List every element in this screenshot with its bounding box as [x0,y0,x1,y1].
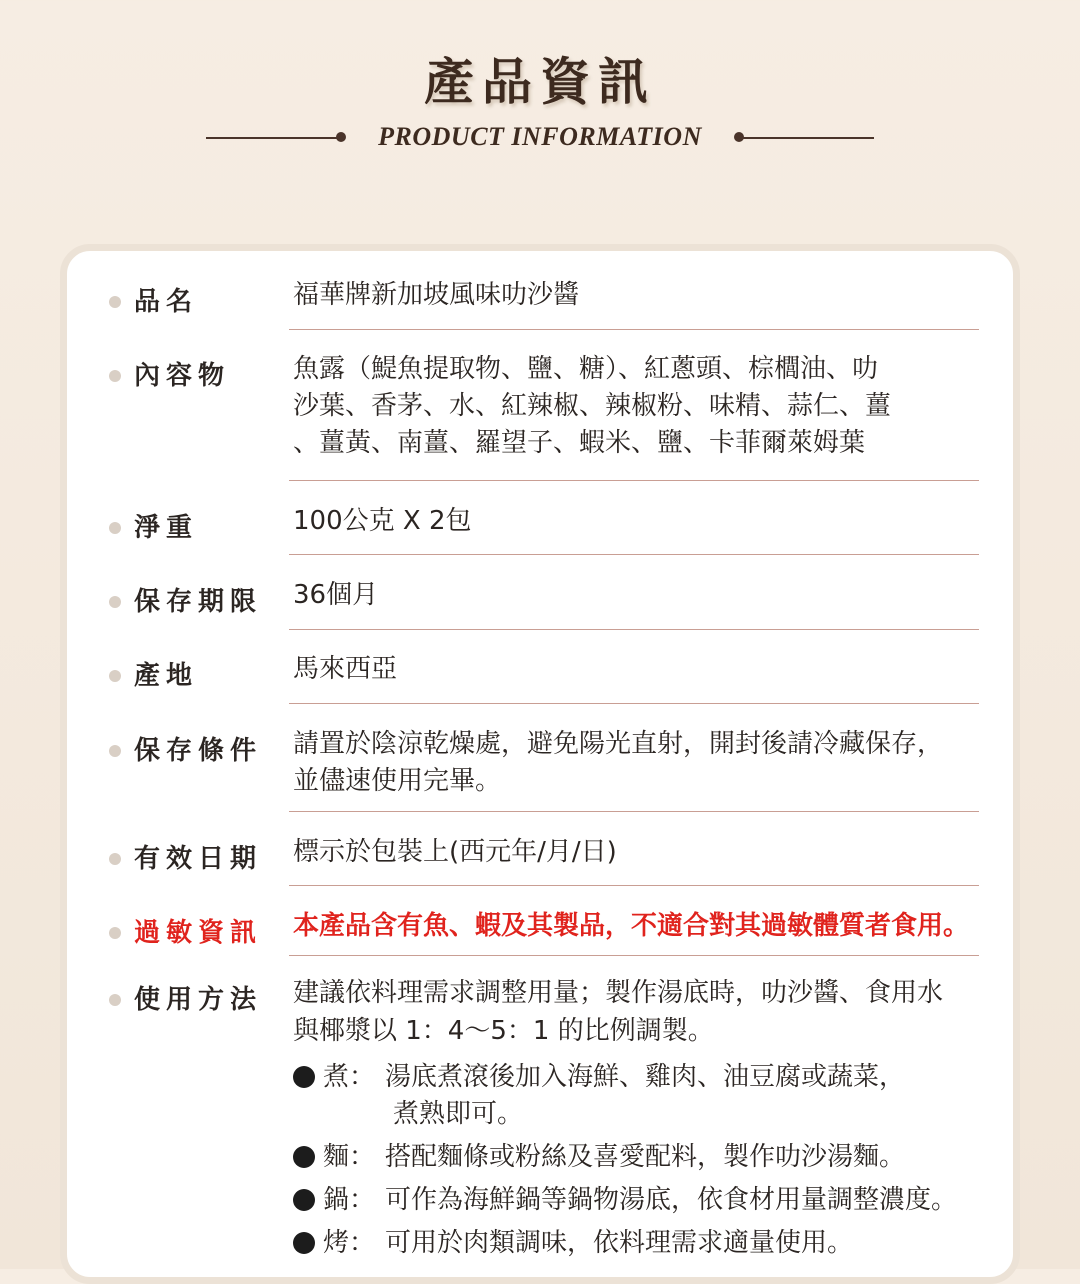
divider [289,629,979,630]
usage-text: 可用於肉類調味，依料理需求適量使用。 [385,1228,854,1258]
bullet [109,522,121,534]
value-expiry: 標示於包裝上(西元年/月/日) [293,837,617,867]
bullet-dot [293,1066,315,1088]
decor-dot-left [336,132,346,142]
decor-line-right [742,137,874,139]
info-card [60,244,1020,1284]
bullet [109,670,121,682]
usage-item-hotpot [293,1182,957,1219]
page-title: 產品資訊 [424,52,656,111]
value-ingredients-line-3: 、薑黃、南薑、羅望子、蝦米、鹽、卡菲爾萊姆葉 [293,428,866,458]
label-shelf-life: 保存期限 [134,587,263,617]
label-product-name: 品名 [134,287,199,317]
label-allergy: 過敏資訊 [134,918,263,948]
bullet [109,596,121,608]
bullet [109,853,121,865]
divider [289,554,979,555]
usage-key: 烤： [323,1228,376,1258]
bullet [109,296,121,308]
subtitle-row [0,118,1080,158]
value-ingredients-line-1: 魚露（鯷魚提取物、鹽、糖）、紅蔥頭、棕櫚油、叻 [293,354,879,384]
usage-item-boil-line-2 [393,1096,523,1133]
label-storage: 保存條件 [134,736,263,766]
label-net-weight: 淨重 [134,513,199,543]
label-origin: 產地 [134,661,199,691]
label-usage: 使用方法 [134,985,263,1015]
usage-key: 麵： [323,1142,376,1172]
bullet-dot [293,1146,315,1168]
usage-text: 可作為海鮮鍋等鍋物湯底，依食材用量調整濃度。 [385,1185,958,1215]
usage-item-noodle [293,1139,905,1176]
usage-key: 煮： [323,1062,376,1092]
value-allergy: 本產品含有魚、蝦及其製品，不適合對其過敏體質者食用。 [293,911,970,941]
divider [289,811,979,812]
page-subtitle: PRODUCT INFORMATION [378,122,702,151]
usage-text: 湯底煮滾後加入海鮮、雞肉、油豆腐或蔬菜， [385,1062,906,1092]
divider [289,955,979,956]
value-ingredients-line-2: 沙葉、香茅、水、紅辣椒、辣椒粉、味精、蒜仁、薑 [293,391,892,421]
label-ingredients: 內容物 [134,361,231,391]
value-shelf-life: 36個月 [293,580,379,610]
value-storage-line-2: 並儘速使用完畢。 [293,766,502,796]
decor-line-left [206,137,338,139]
divider [289,885,979,886]
divider [289,329,979,330]
usage-key: 鍋： [323,1185,376,1215]
page-header [0,0,1080,240]
bullet [109,994,121,1006]
divider [289,703,979,704]
usage-item-grill [293,1225,853,1262]
value-storage-line-1: 請置於陰涼乾燥處，避免陽光直射，開封後請冷藏保存， [293,729,944,759]
label-expiry: 有效日期 [134,844,263,874]
usage-item-boil [293,1059,905,1096]
value-usage-line-2: 與椰漿以 1：4～5：1 的比例調製。 [293,1016,714,1046]
bullet [109,927,121,939]
value-net-weight: 100公克 X 2包 [293,506,472,536]
bullet [109,370,121,382]
bullet-dot [293,1189,315,1211]
usage-text: 煮熟即可。 [393,1099,524,1129]
bullet [109,745,121,757]
divider [289,480,979,481]
value-origin: 馬來西亞 [293,654,398,684]
bullet-dot [293,1232,315,1254]
usage-text: 搭配麵條或粉絲及喜愛配料，製作叻沙湯麵。 [385,1142,906,1172]
value-usage-line-1: 建議依料理需求調整用量；製作湯底時，叻沙醬、食用水 [293,978,944,1008]
value-product-name: 福華牌新加坡風味叻沙醬 [293,280,580,310]
